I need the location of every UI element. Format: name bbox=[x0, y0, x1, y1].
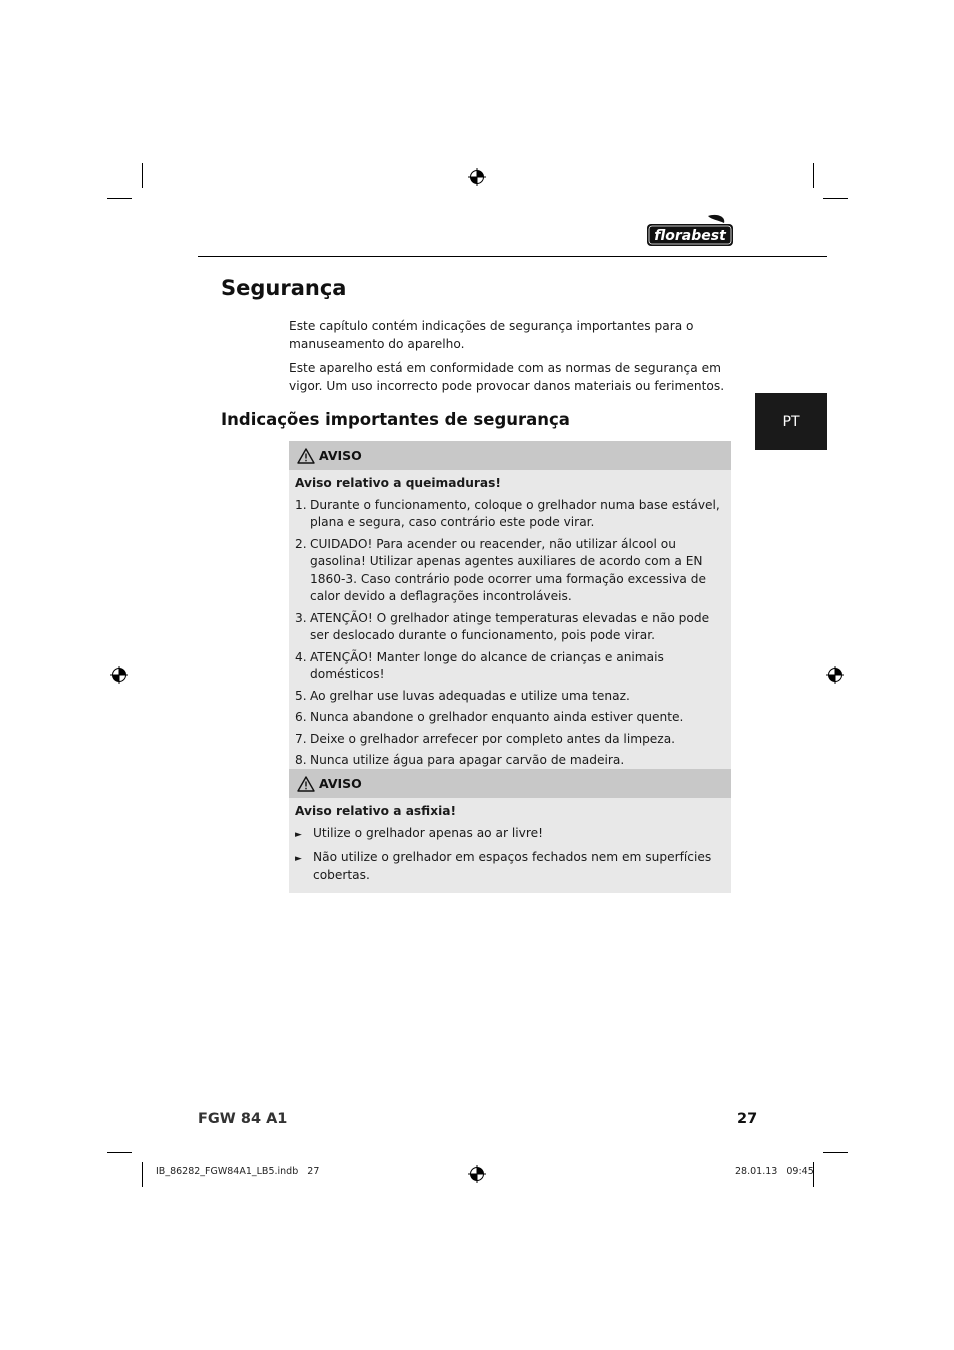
crop-mark bbox=[823, 1152, 848, 1153]
svg-text:florabest: florabest bbox=[654, 228, 726, 244]
list-item bbox=[295, 497, 725, 532]
crop-mark bbox=[823, 198, 848, 199]
registration-mark-icon bbox=[468, 168, 486, 186]
footer-model: FGW 84 A1 bbox=[198, 1111, 288, 1127]
intro-paragraph: Este capítulo contém indicações de segurança importantes para o manuseamento do aparelho. bbox=[289, 319, 694, 351]
crop-mark bbox=[107, 198, 132, 199]
list-item bbox=[295, 709, 725, 727]
item-text: Não utilize o grelhador em espaços fechados nem em superfícies cobertas. bbox=[313, 850, 712, 882]
item-text: Nunca utilize água para apagar carvão de madeira. bbox=[310, 753, 625, 767]
arrow-bullet-icon: ► bbox=[295, 854, 302, 864]
item-text: Nunca abandone o grelhador enquanto ainda estiver quente. bbox=[310, 710, 684, 724]
slug-file: IB_86282_FGW84A1_LB5.indb 27 bbox=[156, 1166, 320, 1177]
page-title: Segurança bbox=[221, 276, 347, 300]
language-tab: PT bbox=[755, 393, 827, 450]
warning-triangle-icon bbox=[297, 776, 315, 792]
florabest-logo bbox=[646, 214, 734, 248]
warning-label: AVISO bbox=[319, 776, 362, 791]
warning-box-burns bbox=[289, 441, 731, 778]
item-number: 6. bbox=[295, 710, 307, 724]
registration-mark-icon bbox=[826, 666, 844, 684]
crop-mark bbox=[142, 1162, 143, 1187]
list-item bbox=[295, 688, 725, 706]
list-item bbox=[295, 731, 725, 749]
list-item bbox=[295, 610, 725, 645]
item-number: 4. bbox=[295, 649, 307, 664]
warning-bullet-list bbox=[295, 825, 725, 885]
warning-triangle-icon bbox=[297, 448, 315, 464]
item-number: 7. bbox=[295, 731, 307, 746]
warning-box-asphyxia bbox=[289, 769, 731, 893]
list-item bbox=[295, 752, 725, 770]
item-text: ATENÇÃO! Manter longe do alcance de crianças e animais domésticos! bbox=[310, 649, 664, 681]
crop-mark bbox=[813, 163, 814, 188]
arrow-bullet-icon: ► bbox=[295, 829, 302, 840]
registration-mark-icon bbox=[468, 1165, 486, 1183]
slug-date: 28.01.13 09:45 bbox=[735, 1166, 814, 1177]
item-text: Deixe o grelhador arrefecer por completo antes da limpeza. bbox=[310, 731, 676, 746]
warning-subtitle: Aviso relativo a queimaduras! bbox=[295, 476, 501, 490]
item-text: Utilize o grelhador apenas ao ar livre! bbox=[313, 825, 543, 840]
warning-list bbox=[295, 497, 725, 770]
warning-header bbox=[289, 769, 731, 798]
item-number: 2. bbox=[295, 536, 307, 551]
warning-subtitle: Aviso relativo a asfixia! bbox=[295, 804, 457, 818]
crop-mark bbox=[142, 163, 143, 188]
list-item bbox=[295, 649, 725, 684]
list-item bbox=[295, 849, 725, 884]
warning-label: AVISO bbox=[319, 448, 362, 463]
registration-mark-icon bbox=[110, 666, 128, 684]
item-number: 3. bbox=[295, 610, 307, 625]
item-text: Ao grelhar use luvas adequadas e utilize uma tenaz. bbox=[310, 688, 630, 703]
item-text: ATENÇÃO! O grelhador atinge temperaturas elevadas e não pode ser deslocado durante o funcionamento, pois pode virar. bbox=[310, 610, 710, 642]
list-item bbox=[295, 536, 725, 606]
section-title: Indicações importantes de segurança bbox=[221, 410, 570, 429]
list-item bbox=[295, 825, 725, 845]
intro-paragraph: Este aparelho está em conformidade com as normas de segurança em vigor. Um uso incorrecto pode provocar danos materiais ou ferimentos. bbox=[289, 361, 725, 393]
item-text: CUIDADO! Para acender ou reacender, não utilizar álcool ou gasolina! Utilizar apenas agentes auxiliares de acordo com a EN 1860-3. Caso contrário pode ocorrer uma formação excessiva de calor devido a deflagrações incontroláveis. bbox=[310, 536, 706, 603]
item-text: Durante o funcionamento, coloque o grelhador numa base estável, plana e segura, caso contrário este pode virar. bbox=[310, 497, 720, 529]
item-number: 8. bbox=[295, 753, 307, 767]
crop-mark bbox=[107, 1152, 132, 1153]
item-number: 5. bbox=[295, 688, 307, 703]
page-number: 27 bbox=[737, 1111, 758, 1127]
header-rule bbox=[198, 256, 827, 257]
item-number: 1. bbox=[295, 497, 307, 512]
warning-header bbox=[289, 441, 731, 470]
